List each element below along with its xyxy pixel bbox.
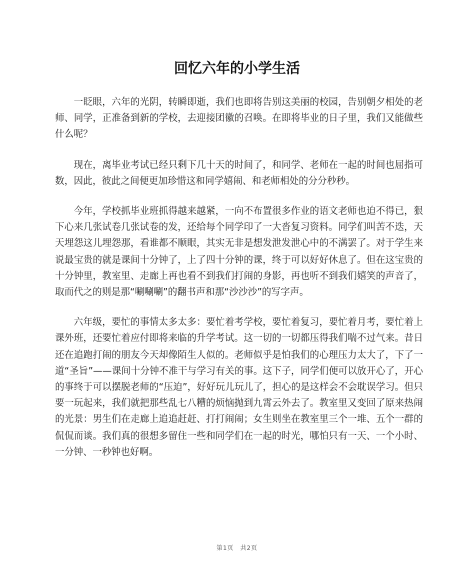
document-body [55,95,423,475]
paragraph-2: 现在，离毕业考试已经只剩下几十天的时间了，和同学、老师在一起的时间也屈指可数，因此，彼此之间便更加珍惜这和同学嬉闹、和老师相处的分分秒秒。 [55,159,423,187]
page-number-current: 第1页 [216,545,234,552]
paragraph-4: 六年级，要忙的事情太多太多：要忙着考学校，要忙着复习，要忙着月考，要忙着上课外班，还要忙着应付即将来临的升学考试。这一切的一切都压得我们喘不过气来。昔日还在追跑打闹的朋友今天却像陌生人似的。老师似乎是怕我们的心理压力太大了，下了一道“圣旨”——课间十分钟不准干与学习有关的事。这下子，同学们便可以放开心了，开心的事终于可以摆脱老师的“压迫”，好好玩儿玩儿了，担心的是这样会不会耽误学习。但只要一玩起来，我们就把那些乱七八糟的烦恼抛到九霄云外去了。教室里又变回了原来热闹的光景：男生们在走廊上追追赶赶、打打闹闹；女生则坐在教室里三个一堆、五个一群的侃侃而谈。我们真的很想多留住一些和同学们在一起的时光，哪怕只有一天、一个小时、一分钟、一秒钟也好啊。 [55,317,423,458]
page-footer [0,543,474,552]
paragraph-3: 今年，学校抓毕业班抓得越来越紧，一向不布置很多作业的语文老师也迫不得已，狠下心来几张试卷几张试卷的发，还给每个同学印了一大沓复习资料。同学们叫苦不迭，天天埋怨这儿埋怨那，看谁都不顺眼，其实无非是想发泄发泄心中的不满罢了。对于学生来说最宝贵的就是课间十分钟了，上了四十分钟的课，终于可以好好休息了。但在这宝贵的十分钟里，教室里、走廊上再也看不到我们打闹的身影，再也听不到我们嬉笑的声音了，取而代之的则是那“唰唰唰”的翻书声和那“沙沙沙”的写字声。 [55,206,423,299]
page-number-total: 共2页 [240,545,258,552]
paragraph-1: 一眨眼，六年的光阴，转瞬即逝，我们也即将告别这美丽的校园，告别朝夕相处的老师、同学，正准备到新的学校，去迎接团徽的召唤。在即将毕业的日子里，我们又能做些什么呢？ [55,97,423,141]
page-title: 回忆六年的小学生活 [174,61,300,77]
